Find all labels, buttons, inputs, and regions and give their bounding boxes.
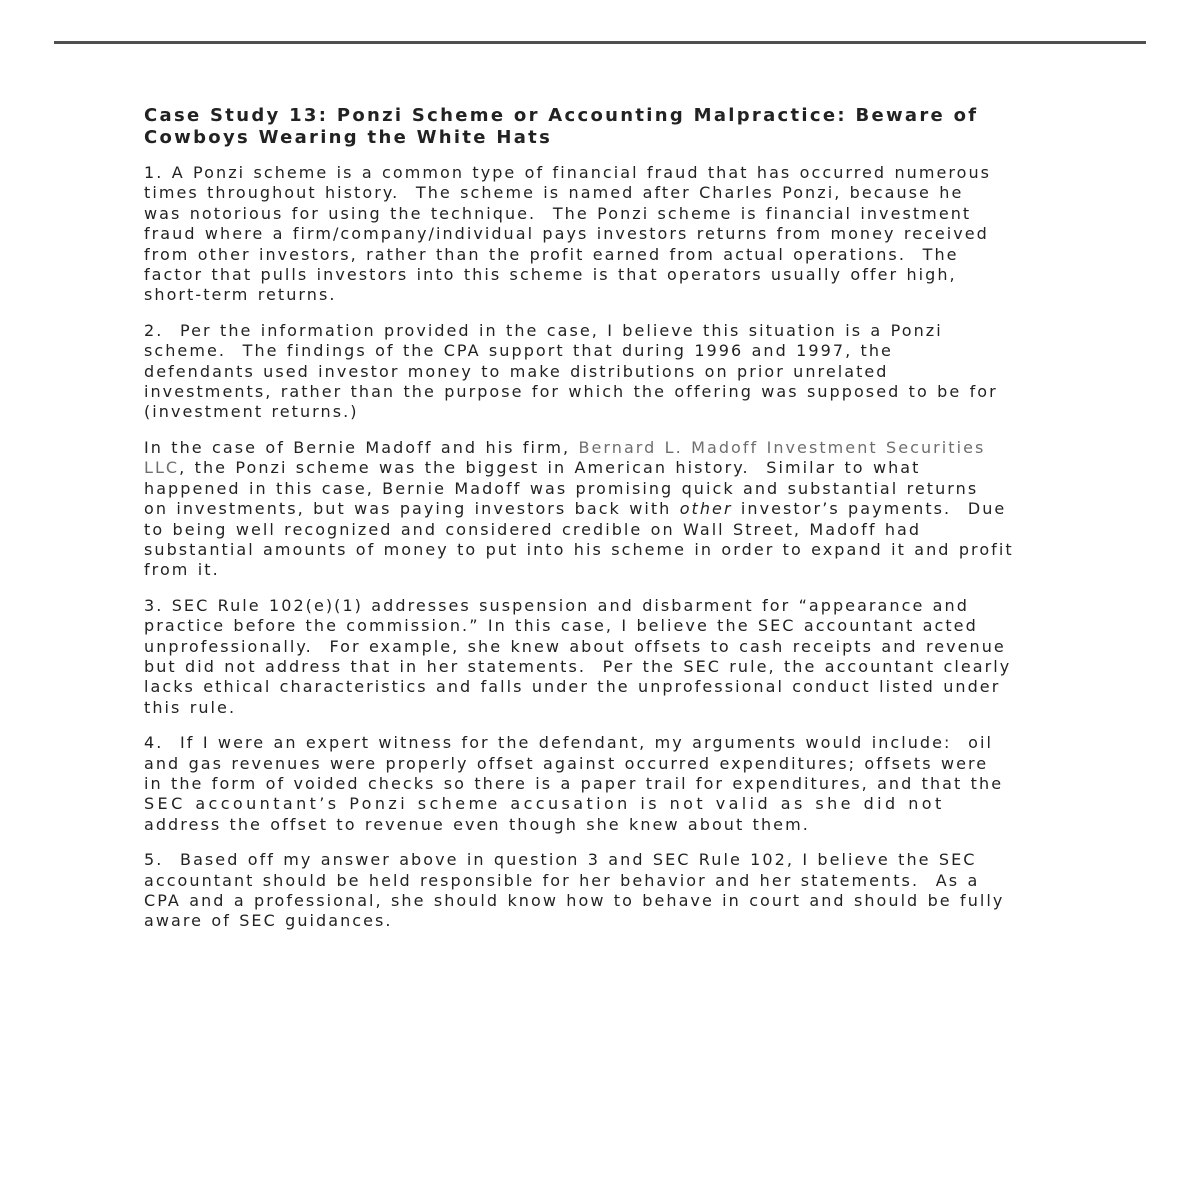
text-segment: substantial amounts of money to put into his scheme in order to expand it and profit (144, 539, 1014, 559)
text-line (144, 733, 1074, 753)
text-segment: from other investors, rather than the profit earned from actual operations. The (144, 244, 959, 264)
text-segment: 3. SEC Rule 102(e)(1) addresses suspension and disbarment for “appearance and (144, 595, 969, 615)
paragraph-5 (144, 733, 1074, 835)
text-line (144, 341, 1074, 361)
text-segment: factor that pulls investors into this scheme is that operators usually offer high, (144, 265, 957, 285)
text-line (144, 637, 1074, 657)
text-segment: fraud where a firm/company/individual pays investors returns from money received (144, 224, 989, 244)
text-segment: aware of SEC guidances. (144, 911, 393, 931)
text-segment: and gas revenues were properly offset against occurred expenditures; offsets were (144, 753, 989, 773)
text-line (144, 479, 1074, 499)
paragraph-1 (144, 163, 1074, 306)
text-line (144, 891, 1074, 911)
text-line (144, 265, 1074, 285)
text-line (144, 382, 1074, 402)
text-segment: times throughout history. The scheme is named after Charles Ponzi, because he (144, 183, 964, 203)
text-line (144, 285, 1074, 305)
paragraph-6 (144, 850, 1074, 932)
paragraph-2 (144, 321, 1074, 423)
text-line (144, 754, 1074, 774)
text-segment: but did not address that in her statements. Per the SEC rule, the accountant clearly (144, 656, 1012, 676)
text-line (144, 245, 1074, 265)
text-line (144, 183, 1074, 203)
text-line (144, 402, 1074, 422)
top-horizontal-rule (54, 41, 1146, 44)
text-segment: practice before the commission.” In this case, I believe the SEC accountant acted (144, 616, 978, 636)
title-line-1: Case Study 13: Ponzi Scheme or Accounting Malpractice: Beware of (144, 105, 979, 126)
text-line (144, 362, 1074, 382)
text-line (144, 560, 1074, 580)
text-segment: was notorious for using the technique. The Ponzi scheme is financial investment (144, 203, 972, 223)
text-line (144, 458, 1074, 478)
company-name-text: Bernard L. Madoff Investment Securities (578, 437, 986, 457)
text-segment: short-term returns. (144, 285, 337, 305)
text-line (144, 677, 1074, 697)
text-segment: (investment returns.) (144, 402, 359, 422)
text-segment: 1. A Ponzi scheme is a common type of financial fraud that has occurred numerous (144, 163, 992, 182)
text-segment: investor’s payments. Due (732, 499, 1007, 519)
text-line (144, 540, 1074, 560)
text-line (144, 321, 1074, 341)
text-segment: In the case of Bernie Madoff and his firm, (144, 437, 579, 457)
text-segment: 4. If I were an expert witness for the defendant, my arguments would include: oil (144, 733, 993, 753)
text-segment: 2. Per the information provided in the case, I believe this situation is a Ponzi (144, 320, 943, 340)
document-title (144, 105, 1074, 149)
text-segment: , the Ponzi scheme was the biggest in American history. Similar to what (179, 458, 921, 478)
text-segment: in the form of voided checks so there is a paper trail for expenditures, and that the (144, 773, 1004, 793)
text-segment: 5. Based off my answer above in question 3 and SEC Rule 102, I believe the SEC (144, 850, 977, 870)
document-paragraphs (144, 163, 1074, 932)
text-segment: SEC accountant’s Ponzi scheme accusation is not valid as she did not (144, 794, 945, 814)
text-segment: lacks ethical characteristics and falls under the unprofessional conduct listed under (144, 677, 1001, 697)
text-line (144, 204, 1074, 224)
text-line (144, 616, 1074, 636)
text-line (144, 794, 1074, 814)
paragraph-4 (144, 596, 1074, 718)
text-line (144, 596, 1074, 616)
company-name-text: LLC (144, 458, 180, 478)
text-segment: other (679, 499, 733, 519)
paragraph-3 (144, 438, 1074, 581)
text-line (144, 163, 1074, 183)
text-line (144, 911, 1074, 931)
text-segment: to being well recognized and considered credible on Wall Street, Madoff had (144, 519, 922, 539)
text-segment: happened in this case, Bernie Madoff was promising quick and substantial returns (144, 478, 979, 498)
text-segment: accountant should be held responsible for her behavior and her statements. As a (144, 870, 980, 890)
text-segment: investments, rather than the purpose for which the offering was supposed to be for (144, 382, 998, 402)
text-line (144, 774, 1074, 794)
text-line (144, 520, 1074, 540)
text-line (144, 871, 1074, 891)
text-line (144, 657, 1074, 677)
title-line-2: Cowboys Wearing the White Hats (144, 127, 553, 148)
text-segment: this rule. (144, 697, 237, 717)
text-line (144, 499, 1074, 519)
text-segment: on investments, but was paying investors back with (144, 499, 680, 519)
text-line (144, 224, 1074, 244)
text-segment: defendants used investor money to make distributions on prior unrelated (144, 361, 889, 381)
text-segment: CPA and a professional, she should know how to behave in court and should be fully (144, 891, 1005, 910)
text-segment: scheme. The findings of the CPA support that during 1996 and 1997, the (144, 341, 893, 361)
text-segment: address the offset to revenue even though she knew about them. (144, 814, 810, 834)
text-segment: from it. (144, 560, 220, 580)
text-line (144, 815, 1074, 835)
text-line (144, 698, 1074, 718)
text-line (144, 438, 1074, 458)
text-segment: unprofessionally. For example, she knew about offsets to cash receipts and revenue (144, 636, 1006, 656)
text-line (144, 850, 1074, 870)
document-content (144, 105, 1074, 947)
